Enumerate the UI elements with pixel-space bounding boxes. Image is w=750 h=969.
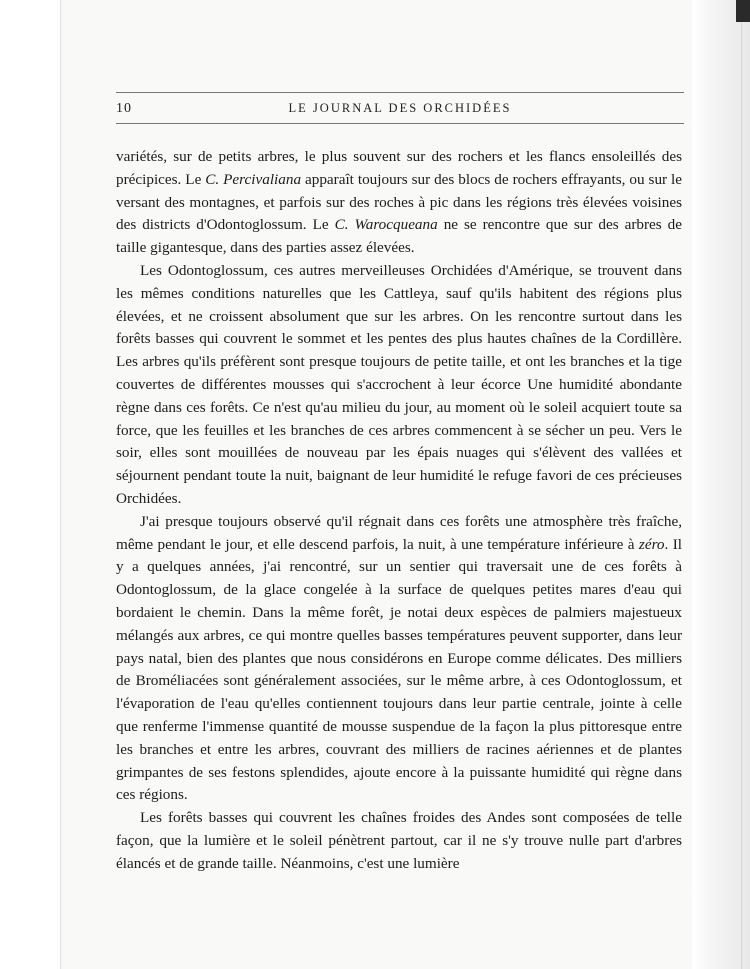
paragraph-text: variétés, sur de petits arbres, le plus souvent sur des rochers et les flancs ensoleillés des précipices. Le [116,148,682,188]
page-header [116,92,684,124]
scan-edge [692,0,750,969]
paragraph-text: Les Odontoglossum, ces autres merveilleuses Orchidées d'Amérique, se trouvent dans les mêmes conditions naturelles que les Cattleya, sauf qu'ils habitent des régions plus élevées, et ne croissent absolument que sur les arbres. On les rencontre surtout dans les forêts basses qui couvrent le sommet et les pentes des plus hautes chaînes de la Cordillère. Les arbres qu'ils préfèrent sont presque toujours de petite taille, et ont les branches et la tige couvertes de différentes mousses qui s'accrochent à leur écorce Une humidité abondante règne dans ces forêts. Ce n'est qu'au milieu du jour, au moment où le soleil acquiert toute sa force, que les feuilles et les branches de ces arbres commencent à se sécher un peu. Vers le soir, elles sont mouillées de nouveau par les épais nuages qui s'élèvent des vallées et séjournent pendant toute la nuit, baignant de leur humidité le refuge favori de ces précieuses Orchidées. [116,261,682,507]
paragraph [116,146,682,260]
scan-edge-line [741,0,742,969]
paragraph [116,511,682,807]
italic-word: zéro [638,535,665,553]
species-name: C. Warocqueana [334,216,438,234]
paragraph-text: ne se rencontre que sur des arbres de taille gigantesque, dans des parties assez élevées. [116,216,682,257]
header-row [116,93,684,123]
book-page [60,0,692,969]
page-number: 10 [116,101,132,116]
paragraph-text: J'ai presque toujours observé qu'il régnait dans ces forêts une atmosphère très fraîche, même pendant le jour, et elle descend parfois, la nuit, à une température inférieure à [116,512,682,553]
page-fold-line [60,0,61,969]
species-name: C. Percivaliana [205,170,302,188]
paragraph [116,260,682,511]
paragraph-text: apparaît toujours sur des blocs de rochers effrayants, ou sur le versant des montagnes, et parfois sur des roches à pic dans les régions très élevées voisines des districts d'Odontoglossum. Le [116,170,683,234]
header-rule-bottom [116,123,684,124]
paragraph-text: Les forêts basses qui couvrent les chaînes froides des Andes sont composées de telle façon, que la lumière et le soleil pénètrent partout, car il ne s'y trouve nulle part d'arbres élancés et de grande taille. Néanmoins, c'est une lumière [116,809,682,872]
paragraph-text: . Il y a quelques années, j'ai rencontré, sur un sentier qui traversait une de ces forêts à Odontoglossum, de la glace congelée à la surface de quelques petites mares d'eau qui bordaient le chemin. Dans la même forêt, je notai deux espèces de palmiers majestueux mélangés aux arbres, ce qui montre quelles basses températures peuvent supporter, dans leur pays natal, bien des plantes que nous considérons en Europe comme délicates. Des milliers de Broméliacées sont généralement associées, sur le même arbre, à ces Odontoglossum, et l'évaporation de l'eau qu'elles contiennent toujours dans leur partie centrale, jointe à celle que renferme l'immense quantité de mousse suspendue de la façon la plus pittoresque entre les branches et entre les arbres, couvrant des milliers de racines aériennes et de plantes grimpantes de ses festons splendides, ajoute encore à la puissante humidité qui règne dans ces régions. [116,535,682,804]
scan-edge-corner [736,0,750,22]
paragraph [116,807,682,875]
article-body [116,146,682,876]
running-title: LE JOURNAL DES ORCHIDÉES [288,101,512,115]
